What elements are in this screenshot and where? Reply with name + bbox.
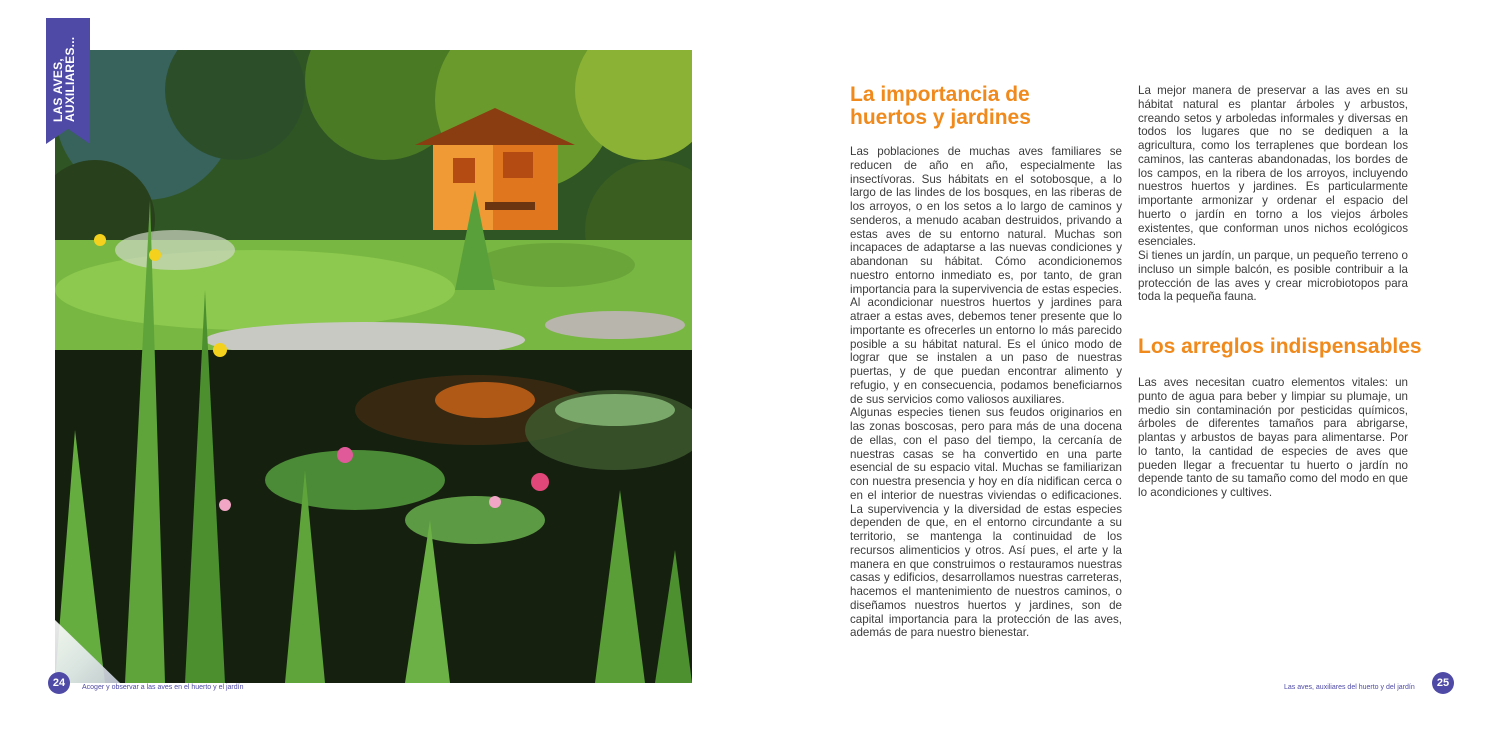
- chapter-tab-label: [52, 37, 76, 122]
- paragraph: Las aves necesitan cuatro elementos vitales: un punto de agua para beber y limpiar su plumaje, un medio sin contaminación por pesticidas químicos, árboles de diferentes tamaños para abrigarse, plantas y arbustos de bayas para alimentarse. Por lo tanto, la cantidad de especies de aves que pueden llegar a frecuentar tu huerto o jardín no depende tanto de su tamaño como del modo en que lo acondiciones y cultives.: [1138, 376, 1408, 499]
- chapter-tab-line1: LAS AVES,: [51, 58, 65, 122]
- paragraph: Si tienes un jardín, un parque, un pequeño terreno o incluso un simple balcón, es posible contribuir a la protección de las aves y crear microbiotopos para toda la pequeña fauna.: [1138, 249, 1408, 304]
- paragraph: La mejor manera de preservar a las aves en su hábitat natural es plantar árboles y arbustos, creando setos y arboledas informales y diversas en todos los lugares que no se dediquen a la agricultura, como los terraplenes que bordean los caminos, las canteras abandonadas, los bordes de los campos, en la ribera de los arroyos, incluyendo nuestros huertos y jardines. Es particularmente importante armonizar y ordenar el espacio del huerto o jardín en torno a los viejos árboles existentes, que conforman unos nichos ecológicos esenciales.: [1138, 84, 1408, 249]
- garden-pond-illustration: [55, 50, 692, 683]
- footer-right: Las aves, auxiliares del huerto y del jardín: [1284, 684, 1415, 691]
- text-column-1: [850, 145, 1122, 640]
- paragraph: Las poblaciones de muchas aves familiares se reducen de año en año, especialmente las insectívoras. Sus hábitats en el sotobosque, a lo largo de las lindes de los bosques, en las riberas de los arroyos, o en los setos a lo largo de caminos y senderos, a menudo acaban destruidos, privando a estas aves de su entorno natural. Muchas son incapaces de adaptarse a las nuevas condiciones y abandonan su hábitat. Cómo acondicionemos nuestro entorno inmediato es, por tanto, de gran importancia para la supervivencia de estas especies.: [850, 145, 1122, 296]
- text-column-3: [1138, 376, 1408, 500]
- section-title-importancia: La importancia de huertos y jardines: [850, 83, 1031, 129]
- section-title-arreglos: Los arreglos indispensables: [1138, 335, 1422, 358]
- footer-left: Acoger y observar a las aves en el huerto y el jardín: [82, 684, 244, 691]
- garden-pond-photo: [55, 50, 692, 683]
- page-number-right: 25: [1432, 672, 1454, 694]
- page-number-left: 24: [48, 672, 70, 694]
- chapter-tab-line2: AUXILIARES...: [63, 36, 77, 122]
- paragraph: Algunas especies tienen sus feudos originarios en las zonas boscosas, pero para más de una docena de ellas, con el paso del tiempo, la cercanía de nuestras casas se ha convertido en una parte esencial de su espacio vital. Muchas se familiarizan con nuestra presencia y hoy en día nidifican cerca o en el interior de nuestras viviendas o edificaciones. La supervivencia y la diversidad de estas especies dependen de que, en el entorno circundante a su territorio, se mantenga la continuidad de los recursos alimenticios y otros. Así pues, el arte y la manera en que construimos o restauramos nuestras casas y edificios, desarrollamos nuestras carreteras, hacemos el mantenimiento de nuestros caminos, o diseñamos nuestros huertos y jardines, son de capital importancia para la protección de las aves, además de para nuestro bienestar.: [850, 406, 1122, 640]
- text-column-2: [1138, 84, 1408, 304]
- paragraph: Al acondicionar nuestros huertos y jardines para atraer a estas aves, debemos tener presente que lo importante es ofrecerles un entorno lo más parecido posible a su hábitat natural. Es el único modo de lograr que se instalen a un paso de nuestras puertas, y de que puedan encontrar alimento y refugio, y en consecuencia, podamos beneficiarnos de sus servicios como valiosos auxiliares.: [850, 296, 1122, 406]
